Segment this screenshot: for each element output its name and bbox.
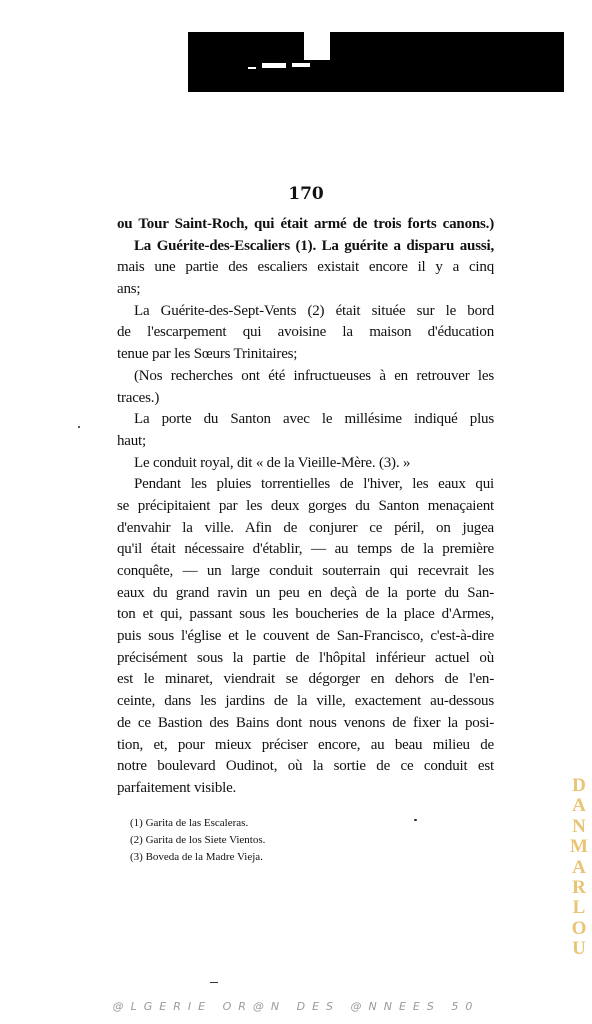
text-line: puis sous l'église et le couvent de San-Francisco, c'est-à-dire [117, 628, 494, 645]
watermark-letter: A [572, 856, 586, 878]
ink-speck [78, 426, 80, 428]
watermark-letter: M [570, 836, 588, 858]
watermark-letter: U [572, 938, 586, 960]
text-line: (Nos recherches ont été infructueuses à en retrouver les [134, 367, 494, 384]
text-line: mais une partie des escaliers existait encore il y a cinq [117, 259, 494, 276]
text-line: La Guérite-des-Escaliers (1). La guérite a disparu aussi, [134, 237, 494, 254]
text-line: de ce Bastion des Bains dont nous venons de fixer la posi- [117, 714, 494, 731]
watermark-letter: L [572, 897, 586, 919]
footnotes [130, 815, 265, 866]
watermark-letter: N [572, 815, 586, 837]
text-line: haut; [117, 432, 146, 449]
text-line: est le minaret, viendrait se dégorger en dehors de l'en- [117, 671, 494, 688]
text-line: ou Tour Saint-Roch, qui était armé de trois forts canons.) [117, 216, 494, 232]
text-line: conquête, — un large conduit souterrain qui recevrait les [117, 563, 494, 579]
watermark-letter: A [572, 795, 586, 817]
text-line: eaux du grand ravin un peu en deçà de la porte du San- [117, 584, 494, 601]
text-line: précisément sous la partie de l'hôpital inférieur actuel où [117, 649, 494, 666]
text-line: ans; [117, 281, 141, 298]
text-line: d'envahir la ville. Afin de conjurer ce péril, on jugea [117, 519, 494, 536]
bottom-watermark: @LGERIE OR@N DES @NNEES 50 [112, 1000, 480, 1013]
text-line: parfaitement visible. [117, 779, 237, 796]
redaction-notch [304, 32, 330, 60]
text-line: La Guérite-des-Sept-Vents (2) était située sur le bord [134, 302, 494, 319]
text-line: traces.) [117, 389, 160, 406]
text-line: se précipitaient par les deux gorges du Santon menaçaient [117, 497, 494, 514]
redaction-bar [188, 32, 564, 92]
text-line: La porte du Santon avec le millésime indiqué plus [134, 411, 494, 428]
text-line: Le conduit royal, dit « de la Vieille-Mère. (3). » [134, 454, 411, 471]
side-watermark [568, 776, 590, 960]
footnote: (3) Boveda de la Madre Vieja. [130, 851, 263, 863]
text-line: Pendant les pluies torrentielles de l'hiver, les eaux qui [134, 476, 494, 493]
footnote: (2) Garita de los Siete Vientos. [130, 834, 266, 846]
ink-dash [210, 982, 218, 983]
text-line: ton et qui, passant sous les boucheries de la place d'Armes, [117, 606, 494, 623]
text-line: qu'il était nécessaire d'établir, — au temps de la première [117, 541, 494, 558]
ink-speck [414, 819, 417, 821]
text-line: notre boulevard Oudinot, où la sortie de ce conduit est [117, 758, 494, 775]
text-line: tenue par les Sœurs Trinitaires; [117, 346, 298, 363]
page-number: 170 [288, 184, 324, 204]
text-line: tion, et, pour mieux préciser encore, au beau milieu de [117, 736, 494, 753]
watermark-letter: O [571, 917, 587, 939]
watermark-letter: D [572, 775, 586, 796]
text-line: de l'escarpement qui avoisine la maison d'éducation [117, 324, 494, 341]
redaction-gap [262, 63, 286, 68]
redaction-gap [292, 63, 310, 67]
body-text [117, 214, 494, 800]
text-line: ceinte, dans les jardins de la ville, exactement au-dessous [117, 693, 494, 710]
footnote: (1) Garita de las Escaleras. [130, 817, 249, 829]
watermark-letter: R [572, 877, 586, 899]
redaction-gap [248, 67, 256, 69]
